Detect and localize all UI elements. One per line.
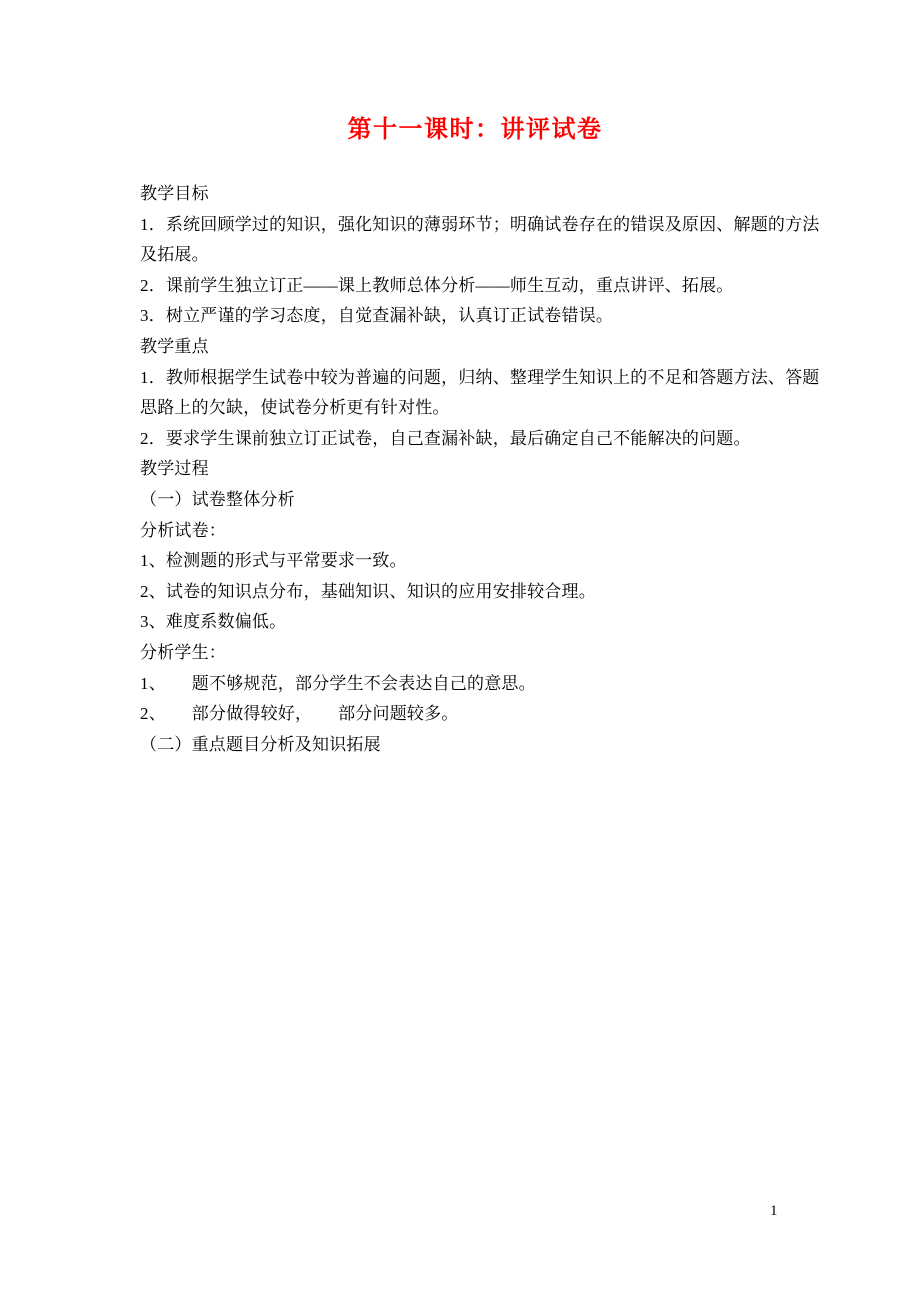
text-line: 2、 部分做得较好， 部分问题较多。 — [140, 704, 459, 724]
text-line: 思路上的欠缺，使试卷分析更有针对性。 — [140, 398, 450, 418]
text-line: 教学过程 — [140, 459, 209, 479]
text-line: 3．树立严谨的学习态度，自觉查漏补缺，认真订正试卷错误。 — [140, 306, 614, 326]
document-title: 第十一课时：讲评试卷 — [347, 117, 603, 143]
text-line: 分析学生： — [140, 642, 226, 662]
document-body — [140, 179, 840, 760]
text-line: （一）试卷整体分析 — [140, 489, 295, 509]
text-line: 教学重点 — [140, 336, 209, 356]
text-line: （二）重点题目分析及知识拓展 — [140, 734, 381, 754]
text-line: 1．系统回顾学过的知识，强化知识的薄弱环节；明确试卷存在的错误及原因、解题的方法 — [140, 214, 820, 234]
text-line: 2．课前学生独立订正——课上教师总体分析——师生互动，重点讲评、拓展。 — [140, 275, 734, 295]
text-line: 分析试卷： — [140, 520, 226, 540]
text-line: 1、 题不够规范，部分学生不会表达自己的意思。 — [140, 673, 536, 693]
text-line: 3、难度系数偏低。 — [140, 612, 287, 632]
page-number: 1 — [770, 1203, 778, 1219]
text-line: 1、检测题的形式与平常要求一致。 — [140, 551, 407, 571]
text-line: 2、试卷的知识点分布，基础知识、知识的应用安排较合理。 — [140, 581, 596, 601]
text-line: 及拓展。 — [140, 245, 209, 265]
text-line: 1．教师根据学生试卷中较为普遍的问题，归纳、整理学生知识上的不足和答题方法、答题 — [140, 367, 820, 387]
text-line: 教学目标 — [140, 184, 209, 203]
text-line: 2．要求学生课前独立订正试卷，自己查漏补缺，最后确定自己不能解决的问题。 — [140, 428, 751, 448]
